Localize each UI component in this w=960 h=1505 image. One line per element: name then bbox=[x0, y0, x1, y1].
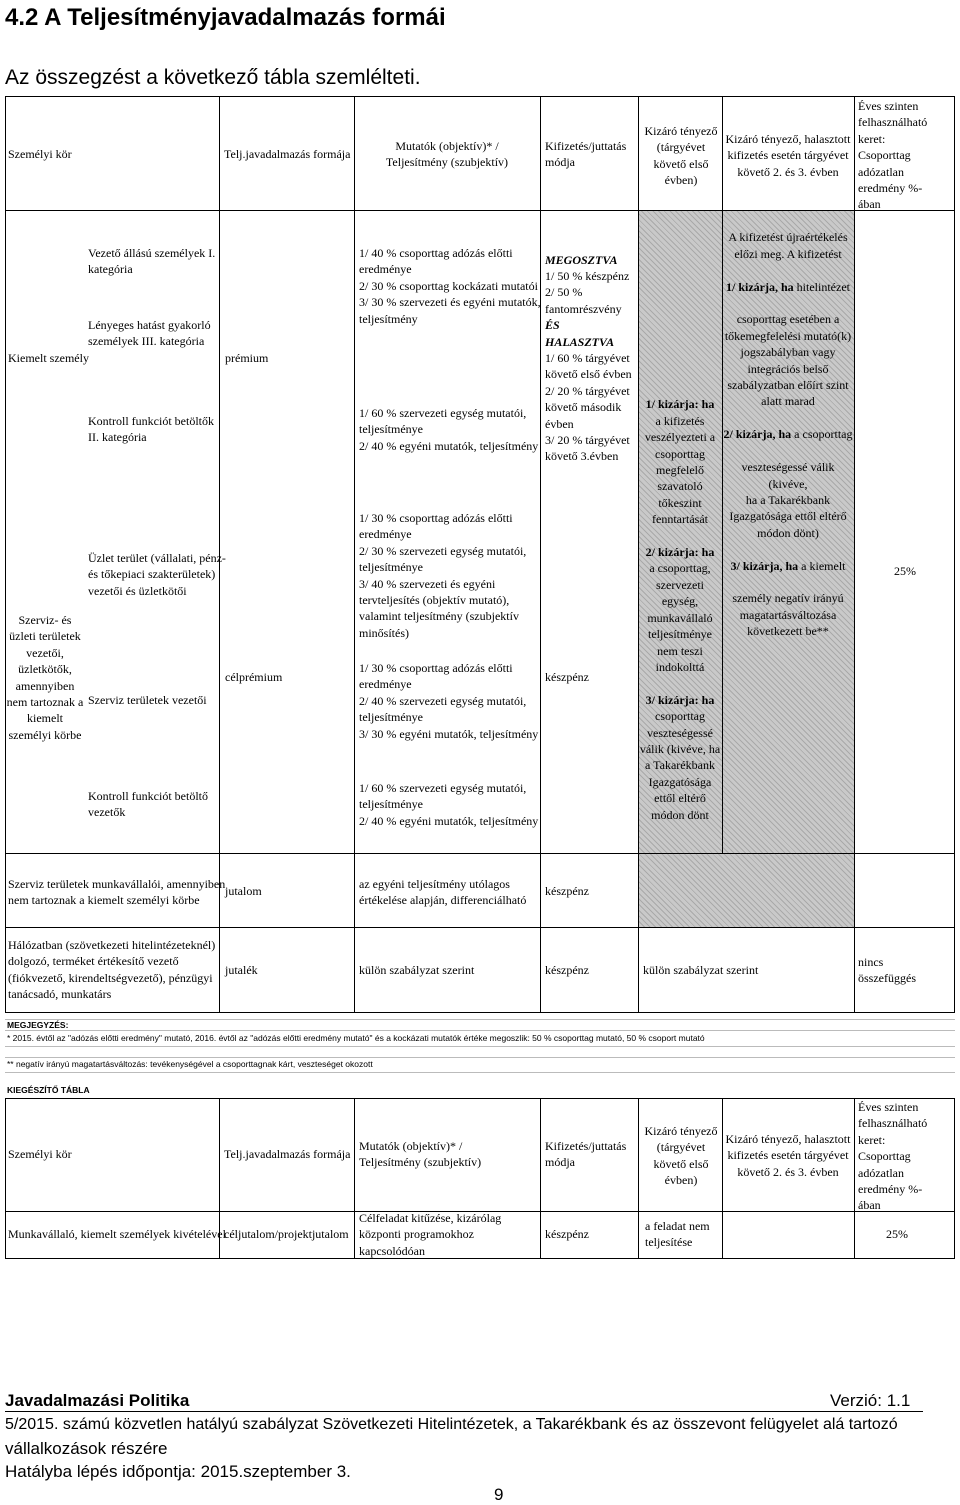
row-jutalek-percent: nincs összefüggés bbox=[858, 955, 916, 986]
exclusion-1-rule-1-head: 1/ kizárja: ha bbox=[645, 397, 715, 412]
footer-title: Javadalmazási Politika bbox=[5, 1391, 190, 1410]
footer-version: Verzió: 1.1 bbox=[830, 1391, 911, 1410]
supp-header-personal-scope: Személyi kör bbox=[8, 1147, 72, 1161]
exclusion-1-text bbox=[638, 380, 722, 839]
supp-row-indicators: Célfeladat kitűzése, kizárólag központi programokhoz kapcsolódóan bbox=[359, 1211, 502, 1258]
exclusion-2-intro: A kifizetést újraértékelés előzi meg. A kifizetést bbox=[728, 230, 848, 261]
section-heading: 4.2 A Teljesítményjavadalmazás formái bbox=[5, 4, 446, 31]
header-personal-scope: Személyi kör bbox=[8, 147, 72, 161]
notes-title: MEGJEGYZÉS: bbox=[7, 1020, 69, 1030]
form-premium: prémium bbox=[225, 351, 269, 365]
row-jutalom-indicators: az egyéni teljesítmény utólagos értékelése alapján, differenciálható bbox=[359, 877, 527, 908]
form-celpremium: célprémium bbox=[225, 670, 283, 684]
group-szerviz-uzleti: Szerviz- és üzleti területek vezetői, üzletkötők, amennyiben nem tartoznak a kiemelt személyi körbe bbox=[6, 613, 84, 742]
exclusion-2-rule-2-tail: a csoporttag bbox=[791, 427, 853, 442]
note-1: * 2015. évtől az "adózás előtti eredmény" mutató, 2016. évtől az "adózás előtti eredmény mutató" és a kockázati mutatók értéke megoszlik: 50 % csoporttag mutató, 50 % csoport mutató bbox=[7, 1033, 705, 1043]
payment-keszpenz: készpénz bbox=[545, 670, 589, 684]
group-kiemelt-szemely: Kiemelt személy bbox=[8, 351, 89, 365]
payment-megosztva: MEGOSZTVA bbox=[545, 253, 618, 267]
exclusion-2-rule-1-head: 1/ kizárja, ha bbox=[726, 279, 794, 294]
footer-line-1: 5/2015. számú közvetlen hatályú szabályzat Szövetkezeti Hitelintézetek, a Takarékbank és az összevont felügyelet alá tartozó bbox=[5, 1416, 898, 1433]
exclusion-2-rule-3-head: 3/ kizárja, ha bbox=[730, 558, 799, 573]
indicators-block-e: 1/ 60 % szervezeti egység mutatói, teljesítménye 2/ 40 % egyéni mutatók, teljesítmény bbox=[359, 781, 539, 828]
exclusion-2-rule-1: csoporttag esetében a tőkemegfelelési mutató(k) jogszabályban vagy integrációs belső szabályzatban előírt szint alatt marad bbox=[724, 312, 852, 409]
page-number: 9 bbox=[494, 1485, 504, 1504]
footer-line-2: vállalkozások részére bbox=[5, 1439, 168, 1458]
payment-es: ÉS bbox=[545, 318, 560, 332]
supp-row-form: céljutalom/projektjutalom bbox=[224, 1227, 349, 1241]
subgroup-szerviz-vezetoi: Szerviz területek vezetői bbox=[88, 693, 207, 707]
header-exclusion-1: Kizáró tényező (tárgyévet követő első évben) bbox=[644, 124, 718, 188]
indicators-block-a: 1/ 40 % csoporttag adózás előtti eredménye 2/ 30 % csoporttag kockázati mutatói 3/ 30 % szervezeti és egyéni mutatók, teljesítmény bbox=[359, 246, 541, 326]
indicators-block-b: 1/ 60 % szervezeti egység mutatói, teljesítménye 2/ 40 % egyéni mutatók, teljesítmény bbox=[359, 406, 539, 453]
exclusion-2-rule-2: veszteségessé válik (kivéve, ha a Takarékbank Igazgatósága ettől eltérő módon dönt) bbox=[729, 460, 847, 540]
exclusion-1-rule-3: csoporttag veszteségessé válik (kivéve, ha a Takarékbank Igazgatósága ettől eltérő módon dönt bbox=[639, 709, 721, 822]
supp-header-annual-budget: Éves szinten felhasználható keret: Csoporttag adózatlan eredmény %- ában bbox=[858, 1100, 928, 1213]
exclusion-1-rule-2: a csoporttag, szervezeti egység, munkavállaló teljesítménye nem teszi indokolttá bbox=[647, 561, 713, 674]
header-payment-mode: Kifizetés/juttatás módja bbox=[545, 139, 627, 170]
hatched-cell-row-jutalom bbox=[638, 853, 854, 927]
supp-header-payment-mode: Kifizetés/juttatás módja bbox=[545, 1139, 627, 1170]
row-jutalek-indicators: külön szabályzat szerint bbox=[359, 963, 475, 977]
row-jutalek-exclusion: külön szabályzat szerint bbox=[643, 963, 759, 977]
supp-row-payment: készpénz bbox=[545, 1227, 589, 1241]
header-annual-budget: Éves szinten felhasználható keret: Csoporttag adózatlan eredmény %- ában bbox=[858, 99, 928, 212]
subgroup-lenyeges-hatas: Lényeges hatást gyakorló személyek III. kategória bbox=[88, 318, 211, 349]
exclusion-2-text bbox=[722, 213, 854, 656]
subgroup-vezeto-allasu: Vezető állású személyek I. kategória bbox=[88, 246, 216, 277]
supp-row-exclusion: a feladat nem teljesítése bbox=[645, 1219, 710, 1250]
row-jutalom-form: jutalom bbox=[225, 884, 262, 898]
note-2: ** negatív irányú magatartásváltozás: tevékenységével a csoporttagnak kárt, veszteséget okozott bbox=[7, 1059, 373, 1069]
supp-header-exclusion-1: Kizáró tényező (tárgyévet követő első évben) bbox=[644, 1124, 718, 1188]
budget-percent: 25% bbox=[894, 564, 916, 578]
exclusion-1-rule-3-head: 3/ kizárja: ha bbox=[645, 692, 715, 707]
exclusion-1-rule-2-head: 2/ kizárja: ha bbox=[645, 545, 715, 560]
subgroup-uzlet-terulet: Üzlet terület (vállalati, pénz- és tőkepiaci szakterületek) vezetői és üzletkötői bbox=[88, 551, 226, 598]
indicators-block-c: 1/ 30 % csoporttag adózás előtti eredménye 2/ 30 % szervezeti egység mutatói, teljesítménye 3/ 40 % szervezeti és egyéni tervteljesítés (objektív mutató), valamint teljesítmény (szubjektív minősítés) bbox=[359, 511, 527, 640]
row-jutalek-payment: készpénz bbox=[545, 963, 589, 977]
payment-megosztva-text: 1/ 50 % készpénz 2/ 50 % fantomrészvény bbox=[545, 269, 630, 316]
header-indicators: Mutatók (objektív)* / Teljesítmény (szubjektív) bbox=[385, 139, 509, 170]
subgroup-kontroll-vezetok: Kontroll funkciót betöltő vezetők bbox=[88, 789, 208, 820]
exclusion-2-rule-1-tail: hitelintézet bbox=[793, 279, 850, 294]
subgroup-kontroll-ii: Kontroll funkciót betöltők II. kategória bbox=[88, 414, 214, 445]
exclusion-1-rule-1: a kifizetés veszélyezteti a csoporttag megfelelő szavatoló tőkeszint fenntartását bbox=[644, 413, 716, 527]
row-jutalom-payment: készpénz bbox=[545, 884, 589, 898]
header-exclusion-2: Kizáró tényező, halasztott kifizetés esetén tárgyévet követő 2. és 3. évben bbox=[725, 132, 851, 179]
payment-halasztva-text: 1/ 60 % tárgyévet követő első évben 2/ 20 % tárgyévet követő második évben 3/ 20 % tárgyévet követő 3.évben bbox=[545, 351, 632, 464]
exclusion-2-rule-3-tail: a kiemelt bbox=[798, 558, 846, 573]
supp-row-percent: 25% bbox=[886, 1227, 908, 1241]
payment-halasztva: HALASZTVA bbox=[545, 335, 615, 349]
indicators-block-d: 1/ 30 % csoporttag adózás előtti eredménye 2/ 40 % szervezeti egység mutatói, teljesítménye 3/ 30 % egyéni mutatók, teljesítmény bbox=[359, 661, 539, 741]
exclusion-2-rule-2-head: 2/ kizárja, ha bbox=[723, 427, 792, 442]
footer-line-3: Hatályba lépés időpontja: 2015.szeptember 3. bbox=[5, 1462, 351, 1481]
header-pay-form: Telj.javadalmazás formája bbox=[224, 147, 351, 161]
supp-header-indicators: Mutatók (objektív)* / Teljesítmény (szubjektív) bbox=[359, 1139, 482, 1170]
supp-header-exclusion-2: Kizáró tényező, halasztott kifizetés esetén tárgyévet követő 2. és 3. évben bbox=[725, 1132, 851, 1179]
row-jutalek-form: jutalék bbox=[225, 963, 258, 977]
supp-row-scope: Munkavállaló, kiemelt személyek kivételével bbox=[8, 1227, 226, 1241]
supp-header-pay-form: Telj.javadalmazás formája bbox=[224, 1147, 351, 1161]
row-jutalek-scope: Hálózatban (szövetkezeti hitelintézeteknél) dolgozó, terméket értékesítő vezető (fiókvezető, kirendeltségvezető), pénzügyi tanácsadó, munkatárs bbox=[8, 938, 216, 1002]
row-jutalom-scope: Szerviz területek munkavállalói, amennyiben nem tartoznak a kiemelt személyi körbe bbox=[8, 877, 226, 908]
exclusion-2-rule-3: személy negatív irányú magatartásváltozása következett be** bbox=[732, 591, 844, 639]
intro-text: Az összegzést a következő tábla szemlélteti. bbox=[5, 66, 421, 89]
supp-title: KIEGÉSZÍTŐ TÁBLA bbox=[7, 1085, 90, 1095]
